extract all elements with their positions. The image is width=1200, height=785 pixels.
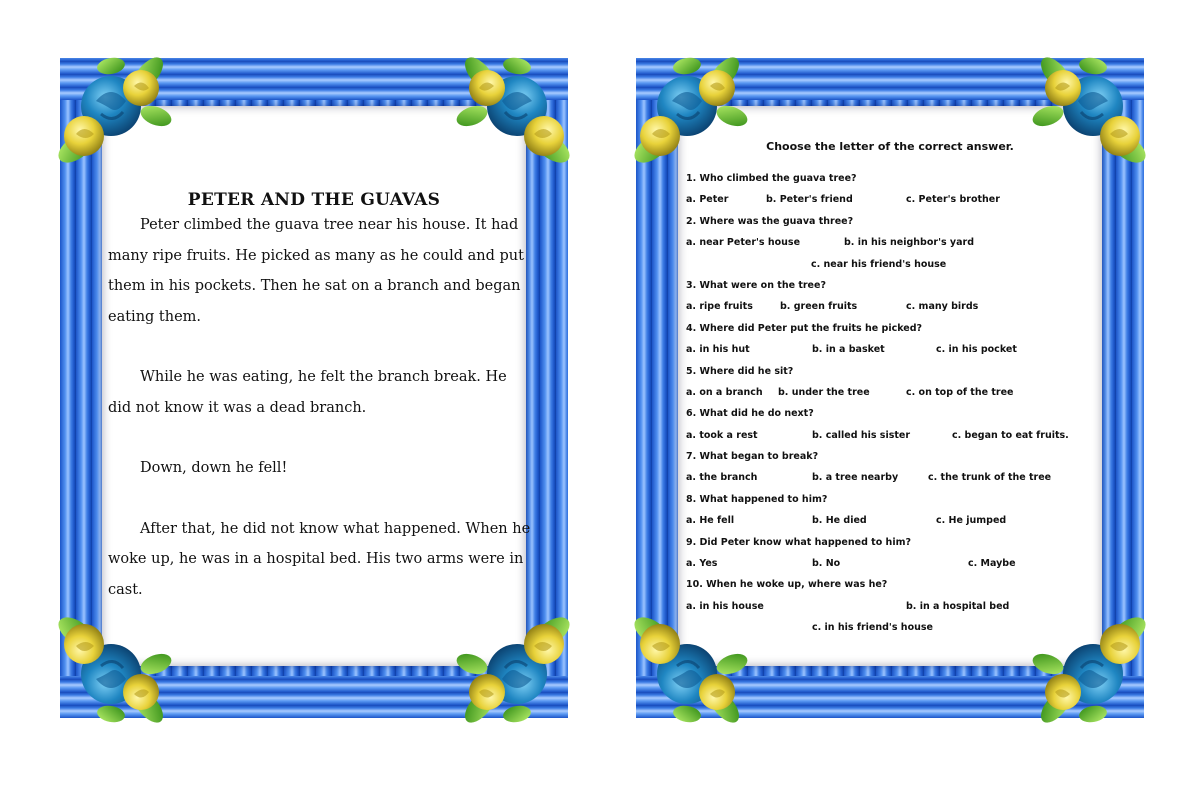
choice-a: a. ripe fruits bbox=[686, 301, 753, 313]
choice-a: a. the branch bbox=[686, 472, 758, 484]
choice-a: a. He fell bbox=[686, 515, 735, 527]
choice-a: a. near Peter's house bbox=[686, 237, 801, 249]
answer-row bbox=[686, 382, 1114, 403]
choice-a: a. on a branch bbox=[686, 386, 763, 398]
answer-row bbox=[686, 510, 1114, 531]
question-text: 2. Where was the guava three? bbox=[686, 215, 854, 227]
question-text: 8. What happened to him? bbox=[686, 493, 828, 505]
choice-c: c. on top of the tree bbox=[906, 386, 1014, 398]
choice-b: b. called his sister bbox=[812, 429, 911, 441]
choice-a: a. in his house bbox=[686, 600, 764, 612]
question bbox=[686, 211, 1114, 232]
question bbox=[686, 489, 1114, 510]
choice-b: b. He died bbox=[812, 515, 867, 527]
choice-b: b. in a basket bbox=[812, 344, 885, 356]
question-text: 10. When he woke up, where was he? bbox=[686, 579, 888, 591]
question-text: 5. Where did he sit? bbox=[686, 365, 794, 377]
story-text bbox=[108, 210, 532, 605]
answer-row bbox=[686, 232, 1114, 253]
choice-b: b. Peter's friend bbox=[766, 194, 853, 206]
choice-c: c. began to eat fruits. bbox=[952, 429, 1069, 441]
choice-b: b. green fruits bbox=[780, 301, 858, 313]
choice-b: b. under the tree bbox=[778, 386, 870, 398]
answer-row bbox=[686, 425, 1114, 446]
question-text: 3. What were on the tree? bbox=[686, 279, 826, 291]
answer-row bbox=[686, 339, 1114, 360]
answer-row bbox=[686, 596, 1114, 617]
choice-a: a. Yes bbox=[686, 558, 718, 570]
choice-c: c. Maybe bbox=[968, 558, 1016, 570]
question-text: 6. What did he do next? bbox=[686, 408, 814, 420]
answer-row bbox=[686, 189, 1114, 210]
story-paragraph: Down, down he fell! bbox=[140, 460, 288, 476]
story-paragraph: Peter climbed the guava tree near his house. It had many ripe fruits. He picked as many as he could and put them in his pockets. Then he sat on a branch and began eating them. bbox=[108, 217, 524, 325]
question bbox=[686, 532, 1114, 553]
choice-b: b. in a hospital bed bbox=[906, 600, 1010, 612]
quiz-list bbox=[686, 168, 1114, 639]
choice-c: c. Peter's brother bbox=[906, 194, 1000, 206]
answer-row bbox=[686, 553, 1114, 574]
question bbox=[686, 446, 1114, 467]
choice-b: b. a tree nearby bbox=[812, 472, 899, 484]
answer-row bbox=[686, 617, 1114, 638]
story-paragraph: While he was eating, he felt the branch break. He did not know it was a dead branch. bbox=[108, 369, 507, 416]
answer-row bbox=[686, 296, 1114, 317]
quiz-instructions: Choose the letter of the correct answer. bbox=[766, 140, 1014, 153]
question-text: 7. What began to break? bbox=[686, 451, 819, 463]
choice-c: c. He jumped bbox=[936, 515, 1007, 527]
question bbox=[686, 168, 1114, 189]
question-text: 1. Who climbed the guava tree? bbox=[686, 173, 857, 184]
question bbox=[686, 275, 1114, 296]
question bbox=[686, 403, 1114, 424]
quiz-page bbox=[636, 58, 1144, 718]
story-page bbox=[60, 58, 568, 718]
choice-c: c. many birds bbox=[906, 301, 979, 313]
choice-a: a. Peter bbox=[686, 194, 729, 206]
choice-b: b. in his neighbor's yard bbox=[844, 237, 975, 249]
story-paragraph: After that, he did not know what happened. When he woke up, he was in a hospital bed. His two arms were in cast. bbox=[108, 520, 531, 598]
question bbox=[686, 361, 1114, 382]
question bbox=[686, 574, 1114, 595]
choice-c: c. in his friend's house bbox=[812, 622, 933, 634]
question-text: 9. Did Peter know what happened to him? bbox=[686, 536, 911, 548]
choice-c: c. near his friend's house bbox=[811, 258, 947, 270]
choice-c: c. the trunk of the tree bbox=[928, 472, 1052, 484]
choice-a: a. took a rest bbox=[686, 429, 758, 441]
choice-b: b. No bbox=[812, 558, 841, 570]
answer-row bbox=[686, 254, 1114, 275]
answer-row bbox=[686, 467, 1114, 488]
choice-a: a. in his hut bbox=[686, 344, 750, 356]
choice-c: c. in his pocket bbox=[936, 344, 1017, 356]
question-text: 4. Where did Peter put the fruits he picked? bbox=[686, 322, 923, 334]
story-title: PETER AND THE GUAVAS bbox=[187, 190, 441, 210]
question bbox=[686, 318, 1114, 339]
